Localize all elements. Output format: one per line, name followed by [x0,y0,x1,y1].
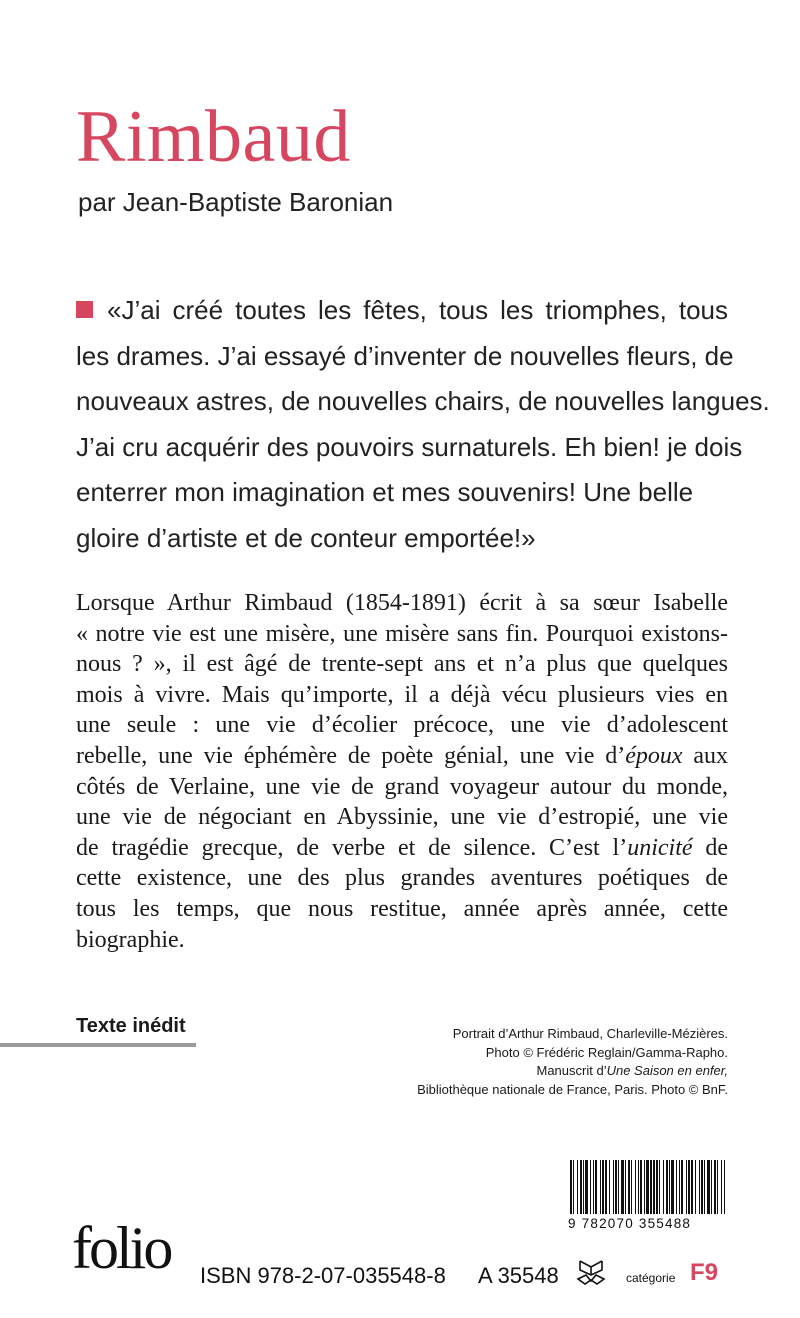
barcode-bar [686,1160,687,1214]
barcode-bar [580,1160,582,1214]
barcode-bar [583,1160,584,1214]
barcode-bar [701,1160,703,1214]
description-line: rebelle, une vie éphémère de poète génial, une vie d’époux aux [76,742,728,769]
barcode-bar [609,1160,610,1214]
barcode-bar [640,1160,642,1214]
isbn: ISBN 978-2-07-035548-8 [200,1263,446,1288]
barcode-bar [666,1160,668,1214]
quote-line: J’ai cru acquérir des pouvoirs surnaturels. Eh bien! je dois [76,431,743,462]
barcode-bar [602,1160,604,1214]
barcode-bar [679,1160,680,1214]
photo-credits [417,1025,728,1099]
description-line: « notre vie est une misère, une misère sans fin. Pourquoi existons- [76,620,728,647]
description-line: côtés de Verlaine, une vie de grand voyageur autour du monde, [76,773,728,800]
red-square-icon [76,301,93,318]
barcode-bar [646,1160,649,1214]
barcode-bar [707,1160,710,1214]
description-line: tous les temps, que nous restitue, année après année, cette [76,895,728,922]
barcode-bar [635,1160,636,1214]
barcode-bar [688,1160,690,1214]
barcode-bar [714,1160,716,1214]
barcode-bar [625,1160,626,1214]
barcode-bar [653,1160,655,1214]
barcode-bar [695,1160,696,1214]
description-line: de tragédie grecque, de verbe et de silence. C’est l’unicité de [76,834,728,861]
description-line: une seule : une vie d’écolier précoce, une vie d’adolescent [76,712,728,739]
barcode-bar [600,1160,601,1214]
barcode-bar [628,1160,630,1214]
quote-line: gloire d’artiste et de conteur emportée!» [76,522,536,553]
divider [0,1043,196,1047]
credit-line: Manuscrit d’Une Saison en enfer, [536,1063,728,1078]
barcode-bar [605,1160,607,1214]
book-author: par Jean-Baptiste Baronian [78,187,394,217]
barcode-bar [669,1160,670,1214]
barcode-bar [691,1160,693,1214]
barcode-bar [590,1160,591,1214]
book-description [76,588,728,955]
description-line: biographie. [76,926,185,953]
barcode-bar [717,1160,718,1214]
publisher-logo: folio [72,1215,171,1281]
barcode-bar [650,1160,652,1214]
quote-line: nouveaux astres, de nouvelles chairs, de nouvelles langues. [76,386,770,416]
barcode-bar [573,1160,574,1214]
description-line: nous ? », il est âgé de trente-sept ans et n’a plus que quelques [76,651,728,678]
barcode-bar [621,1160,624,1214]
barcode-bar [577,1160,578,1214]
barcode-bar [704,1160,705,1214]
barcode-bar [676,1160,677,1214]
category-label: catégorie [626,1271,676,1285]
barcode-bar [618,1160,619,1214]
edition-label: Texte inédit [76,1015,186,1037]
barcode-bar [644,1160,645,1214]
barcode-number: 9 782070 355488 [568,1216,692,1231]
quote-line: les drames. J’ai essayé d’inventer de nouvelles fleurs, de [76,340,734,371]
barcode-bar [613,1160,614,1214]
barcode-bar [656,1160,658,1214]
credit-line: Bibliothèque nationale de France, Paris. Photo © BnF. [417,1081,728,1097]
barcode-bar [699,1160,700,1214]
barcode-bar [724,1160,725,1214]
barcode-bar [721,1160,722,1214]
barcode-bar [638,1160,639,1214]
barcode-bar [711,1160,712,1214]
barcode-bar [615,1160,617,1214]
description-line: cette existence, une des plus grandes aventures poétiques de [76,865,728,892]
credit-line: Portrait d’Arthur Rimbaud, Charleville-Mézières. [452,1026,728,1041]
barcode-bar [631,1160,632,1214]
barcode-bar [593,1160,594,1214]
quote-line: «J’ai créé toutes les fêtes, tous les triomphes, tous [76,288,728,334]
description-line: Lorsque Arthur Rimbaud (1854-1891) écrit à sa sœur Isabelle [76,590,728,616]
credit-line: Photo © Frédéric Reglain/Gamma-Rapho. [485,1044,728,1060]
barcode-bar [681,1160,683,1214]
description-line: mois à vivre. Mais qu’importe, il a déjà vécu plusieurs vies en [76,681,728,708]
catalog-number: A 35548 [478,1263,559,1288]
book-title: Rimbaud [76,96,351,178]
barcode-bar [570,1160,572,1214]
barcode-bar [595,1160,597,1214]
quote-line: enterrer mon imagination et mes souvenirs! Une belle [76,477,694,507]
barcode-bar [663,1160,664,1214]
pull-quote [76,288,770,561]
barcode-bar [659,1160,660,1214]
barcode-icon [568,1160,728,1214]
description-line: une vie de négociant en Abyssinie, une vie d’estropié, une vie [76,804,728,831]
barcode-bar [671,1160,674,1214]
category-value: F9 [690,1259,719,1286]
gallimard-emblem-icon [574,1255,608,1289]
barcode-bar [585,1160,588,1214]
